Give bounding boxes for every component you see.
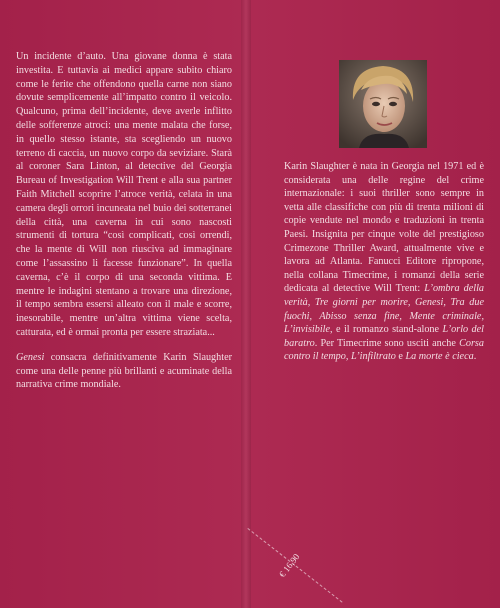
author-photo: [339, 60, 427, 148]
synopsis-column: [16, 50, 232, 403]
author-bio-text: [284, 160, 484, 364]
bio-text-3: . Per Timecrime sono usciti anche: [314, 337, 460, 349]
author-photo-image: [339, 60, 427, 148]
synopsis-paragraph: Un incidente d’auto. Una giovane donna è stata investita. E tuttavia ai medici appare subito chiaro come le ferite che offendono quella carne non siano dovute semplicemente all’impatto contro il veicolo. Qualcuno, prima dell’incidente, deve averle inflitto delle sofferenze atroci: una mente malata che forse, in quello stesso istante, sta scegliendo un nuovo terreno di caccia, un nuovo corpo da seviziare. Starà al coroner Sara Linton, al detective del Georgia Bureau of Investigation Will Trent e alla sua partner Faith Mitchell scoprire l’atroce verità, celata in una camera degli orrori incuneata nel buio dei sotterranei della città, una caverna in cui sono nascosti strumenti di tortura “così complicati, così orrendi, che la mente di Will non riusciva ad immaginare come l’assassino li facesse funzionare”. In quella caverna, c’è il corpo di una seconda vittima. E mentre le indagini stentano a trovare una direzione, il tempo sembra essersi alleato con il male e scorre, inesorabile, mentre un’altra vittima viene scelta, catturata, ed è ormai pronta per essere straziata...: [16, 51, 232, 338]
book-title: Genesi: [16, 351, 45, 363]
bio-text-5: .: [473, 351, 477, 363]
bio-other-titles: Corsa contro il tempo, L’infiltrato: [284, 337, 484, 363]
bio-last-title: La morte è cieca: [405, 351, 474, 363]
bio-series-titles: L’ombra della verità, Tre giorni per morire, Genesi, Tra due fuochi, Abisso senza fine, Mente criminale, L’invisibile: [284, 283, 485, 336]
bio-text-2: , e il romanzo stand-alone: [330, 324, 443, 336]
closing-text: consacra definitivamente Karin Slaughter come una delle penne più brillanti e acuminate della narrativa crime mondiale.: [16, 351, 232, 391]
bio-standalone-title: L’orlo del baratro: [284, 324, 484, 349]
author-bio: [284, 160, 484, 364]
bio-text-4: e: [395, 351, 406, 363]
flap-fold: [241, 0, 251, 608]
price-label: € 16,90: [277, 551, 302, 580]
closing-paragraph: [16, 351, 232, 392]
bio-text-1: Karin Slaughter è nata in Georgia nel 1971 ed è considerata una delle regine del crime internazionale: i suoi thriller sono sempre in vetta alle classifiche con più di trenta milioni di copie vendute nel mondo e traduzioni in trenta Paesi. Insignita per cinque volte del prestigioso Crimezone Thriller Award, attualmente vive e lavora ad Atlanta. Fanucci Editore ripropone, nella collana Timecrime, i romanzi della serie dedicata al detective Will Trent:: [284, 161, 484, 295]
